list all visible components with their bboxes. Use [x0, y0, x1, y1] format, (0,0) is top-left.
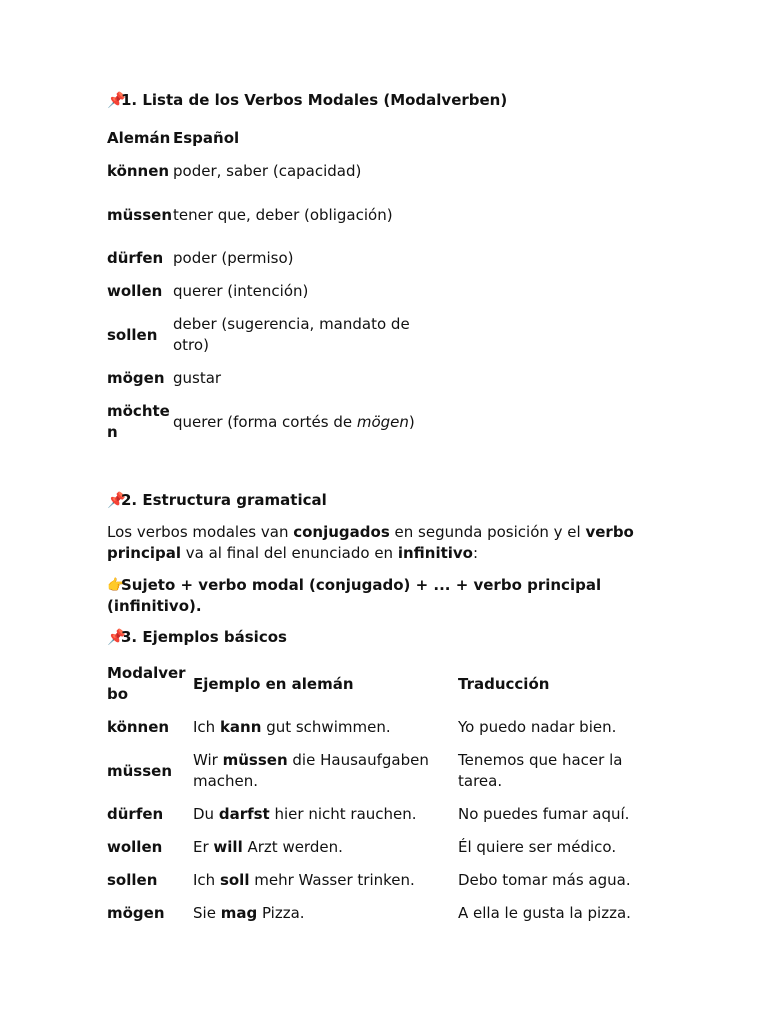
- sentence-verb: mag: [220, 904, 258, 922]
- verb-de: wollen: [107, 282, 163, 300]
- pin-icon: 📌: [107, 491, 126, 509]
- example-verb: sollen: [107, 871, 158, 889]
- example-translation: A ella le gusta la pizza.: [458, 904, 631, 922]
- sentence-verb: kann: [219, 718, 262, 736]
- example-translation: Tenemos que hacer la tarea.: [458, 751, 623, 790]
- example-sentence: [193, 798, 458, 831]
- verb-es: [173, 395, 423, 449]
- table-row: [107, 711, 648, 744]
- rule-line: [107, 575, 647, 617]
- pointing-hand-icon: 👉: [107, 576, 126, 594]
- example-translation: Él quiere ser médico.: [458, 838, 617, 856]
- example-verb: müssen: [107, 761, 173, 780]
- verb-es: gustar: [173, 369, 222, 387]
- table-row: [107, 362, 423, 395]
- sentence-pre: Du: [193, 805, 219, 823]
- para-text: :: [472, 544, 479, 562]
- sentence-post: gut schwimmen.: [261, 718, 391, 736]
- table-row: [107, 275, 423, 308]
- para-bold: verbo principal: [107, 523, 634, 562]
- sentence-pre: Er: [193, 838, 214, 856]
- sentence-verb: müssen: [222, 751, 288, 769]
- sentence-pre: Ich: [193, 718, 220, 736]
- table-row: [107, 798, 648, 831]
- example-verb: dürfen: [107, 805, 164, 823]
- header-traduccion: Traducción: [458, 674, 550, 693]
- example-translation: Yo puedo nadar bien.: [458, 718, 617, 736]
- sentence-pre: Wir: [193, 751, 223, 769]
- table-row: [107, 188, 423, 242]
- sentence-verb: darfst: [218, 805, 270, 823]
- section1-heading: [107, 90, 768, 111]
- section2-heading: [107, 490, 768, 511]
- pin-icon: 📌: [107, 91, 126, 109]
- table-header-row: [107, 657, 648, 711]
- section1-title: 1. Lista de los Verbos Modales (Modalverben): [121, 91, 508, 109]
- example-sentence: [193, 744, 458, 798]
- pin-icon: 📌: [107, 628, 126, 646]
- sentence-verb: soll: [219, 871, 250, 889]
- verb-es: poder, saber (capacidad): [173, 162, 362, 180]
- table-row: [107, 864, 648, 897]
- para-text: Los verbos modales van: [107, 523, 294, 541]
- verb-de: müssen: [107, 205, 173, 224]
- modal-verbs-list-table: [107, 122, 423, 449]
- verb-es-close: ): [408, 412, 415, 431]
- table-row: [107, 897, 648, 930]
- sentence-post: Arzt werden.: [242, 838, 343, 856]
- sentence-pre: Ich: [193, 871, 220, 889]
- verb-de: mögen: [107, 369, 165, 387]
- verb-es: querer (intención): [173, 282, 309, 300]
- para-text: en segunda posición y el: [389, 523, 586, 541]
- table-row: [107, 831, 648, 864]
- verb-es: tener que, deber (obligación): [173, 205, 393, 224]
- header-modalverbo: Modalverbo: [107, 664, 186, 703]
- verb-es-text: querer (forma cortés de: [173, 412, 357, 431]
- example-verb: mögen: [107, 904, 165, 922]
- table-row: [107, 395, 423, 449]
- structure-paragraph: [107, 522, 647, 564]
- example-translation: No puedes fumar aquí.: [458, 805, 630, 823]
- sentence-post: hier nicht rauchen.: [269, 805, 417, 823]
- example-verb: können: [107, 718, 170, 736]
- header-espanol: Español: [173, 129, 240, 147]
- para-bold: infinitivo: [397, 544, 473, 562]
- sentence-verb: will: [213, 838, 243, 856]
- table-row: [107, 155, 423, 188]
- sentence-pre: Sie: [193, 904, 221, 922]
- header-ejemplo: Ejemplo en alemán: [193, 674, 354, 693]
- table-row: [107, 744, 648, 798]
- example-verb: wollen: [107, 838, 163, 856]
- table-row: [107, 242, 423, 275]
- para-text: va al final del enunciado en: [181, 544, 398, 562]
- verb-de: möchten: [107, 402, 170, 441]
- table-row: [107, 308, 423, 362]
- example-translation: Debo tomar más agua.: [458, 871, 631, 889]
- rule-text: Sujeto + verbo modal (conjugado) + ... + verbo principal (infinitivo).: [107, 576, 602, 615]
- sentence-post: Pizza.: [257, 904, 305, 922]
- table-header-row: [107, 122, 423, 155]
- verb-es: deber (sugerencia, mandato de otro): [173, 315, 410, 354]
- sentence-post: die Hausaufgaben machen.: [193, 751, 429, 790]
- example-sentence: [193, 897, 458, 930]
- section2-title: 2. Estructura gramatical: [121, 491, 327, 509]
- sentence-post: mehr Wasser trinken.: [249, 871, 415, 889]
- verb-de: dürfen: [107, 249, 164, 267]
- header-aleman: Alemán: [107, 129, 171, 147]
- verb-de: können: [107, 162, 170, 180]
- verb-de: sollen: [107, 325, 158, 344]
- verb-es: poder (permiso): [173, 249, 294, 267]
- section3-heading: [107, 627, 768, 648]
- example-sentence: [193, 711, 458, 744]
- example-sentence: [193, 831, 458, 864]
- section3-title: 3. Ejemplos básicos: [121, 628, 287, 646]
- example-sentence: [193, 864, 458, 897]
- para-bold: conjugados: [293, 523, 390, 541]
- verb-es-italic: mögen: [356, 412, 409, 431]
- examples-table: [107, 657, 648, 930]
